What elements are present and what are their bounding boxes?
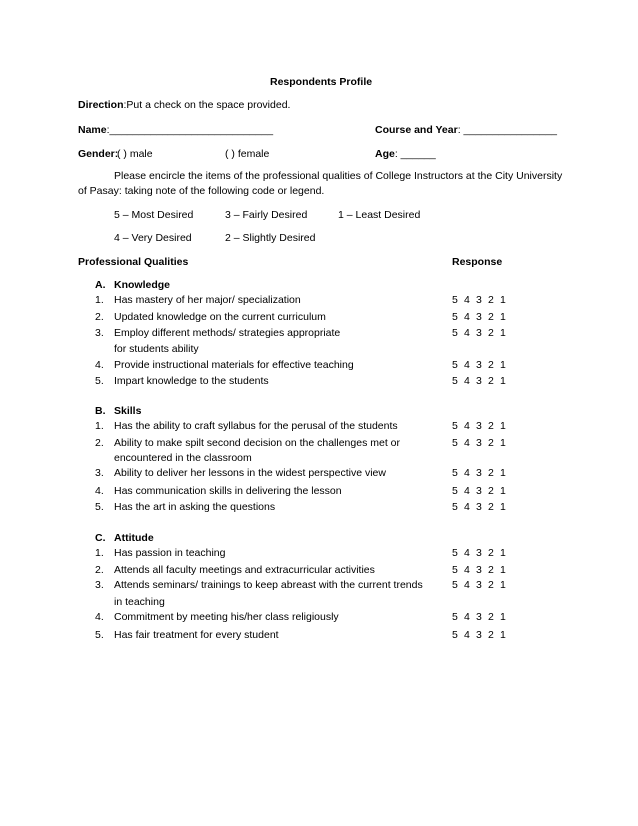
response-scale — [452, 311, 512, 323]
response-option-1[interactable]: 1 — [500, 375, 506, 387]
response-option-4[interactable]: 4 — [464, 359, 470, 371]
section-letter: C. — [95, 532, 106, 544]
course-year-blank[interactable]: : ________________ — [457, 124, 557, 136]
response-option-3[interactable]: 3 — [476, 294, 482, 306]
response-option-2[interactable]: 2 — [488, 547, 494, 559]
item-text: Has communication skills in delivering the lesson — [114, 485, 342, 497]
response-option-4[interactable]: 4 — [464, 629, 470, 641]
response-option-2[interactable]: 2 — [488, 629, 494, 641]
response-option-1[interactable]: 1 — [500, 359, 506, 371]
response-option-2[interactable]: 2 — [488, 564, 494, 576]
item-number: 1. — [95, 547, 104, 559]
item-number: 5. — [95, 629, 104, 641]
response-option-2[interactable]: 2 — [488, 611, 494, 623]
item-text-continued: for students ability — [114, 343, 199, 355]
response-option-5[interactable]: 5 — [452, 327, 458, 339]
response-option-5[interactable]: 5 — [452, 420, 458, 432]
response-option-3[interactable]: 3 — [476, 359, 482, 371]
section-letter: B. — [95, 405, 106, 417]
response-option-1[interactable]: 1 — [500, 611, 506, 623]
direction-label: Direction — [78, 99, 124, 111]
response-option-5[interactable]: 5 — [452, 467, 458, 479]
response-option-3[interactable]: 3 — [476, 611, 482, 623]
item-number: 2. — [95, 437, 104, 449]
response-option-1[interactable]: 1 — [500, 547, 506, 559]
legend-2: 2 – Slightly Desired — [225, 232, 316, 244]
response-option-2[interactable]: 2 — [488, 420, 494, 432]
response-option-3[interactable]: 3 — [476, 327, 482, 339]
response-option-4[interactable]: 4 — [464, 311, 470, 323]
item-text: Has passion in teaching — [114, 547, 226, 559]
age-field[interactable] — [375, 148, 436, 160]
response-option-1[interactable]: 1 — [500, 311, 506, 323]
age-label: Age — [375, 148, 395, 160]
response-option-3[interactable]: 3 — [476, 547, 482, 559]
response-option-2[interactable]: 2 — [488, 437, 494, 449]
item-text: Has the ability to craft syllabus for the perusal of the students — [114, 420, 398, 432]
column-header-qualities: Professional Qualities — [78, 256, 189, 268]
response-option-5[interactable]: 5 — [452, 547, 458, 559]
response-option-1[interactable]: 1 — [500, 485, 506, 497]
response-option-4[interactable]: 4 — [464, 437, 470, 449]
section-title: Attitude — [114, 532, 154, 544]
response-scale — [452, 579, 512, 591]
course-year-label: Course and Year — [375, 124, 458, 136]
response-option-3[interactable]: 3 — [476, 485, 482, 497]
gender-female-option[interactable]: ( ) female — [225, 148, 270, 160]
legend-3: 3 – Fairly Desired — [225, 209, 308, 221]
item-number: 4. — [95, 359, 104, 371]
response-scale — [452, 294, 512, 306]
name-label: Name — [78, 124, 107, 136]
response-option-3[interactable]: 3 — [476, 311, 482, 323]
item-text: Has the art in asking the questions — [114, 501, 276, 513]
response-scale — [452, 467, 512, 479]
age-blank[interactable]: : ______ — [394, 148, 436, 160]
response-option-5[interactable]: 5 — [452, 294, 458, 306]
response-scale — [452, 359, 512, 371]
response-option-5[interactable]: 5 — [452, 375, 458, 387]
item-text: Ability to make spilt second decision on the challenges met or — [114, 437, 400, 449]
instructions-line-2: of Pasay: taking note of the following code or legend. — [78, 185, 325, 197]
response-option-1[interactable]: 1 — [500, 501, 506, 513]
item-text: Impart knowledge to the students — [114, 375, 269, 387]
response-option-1[interactable]: 1 — [500, 629, 506, 641]
item-number: 2. — [95, 311, 104, 323]
response-scale — [452, 629, 512, 641]
response-scale — [452, 564, 512, 576]
item-text: Updated knowledge on the current curriculum — [114, 311, 326, 323]
section-title: Knowledge — [114, 279, 171, 291]
response-option-5[interactable]: 5 — [452, 629, 458, 641]
response-option-5[interactable]: 5 — [452, 501, 458, 513]
item-text: Provide instructional materials for effective teaching — [114, 359, 354, 371]
response-option-1[interactable]: 1 — [500, 579, 506, 591]
response-option-1[interactable]: 1 — [500, 294, 506, 306]
response-option-4[interactable]: 4 — [464, 564, 470, 576]
item-number: 1. — [95, 294, 104, 306]
response-option-1[interactable]: 1 — [500, 467, 506, 479]
item-text: Has mastery of her major/ specialization — [114, 294, 301, 306]
response-scale — [452, 547, 512, 559]
item-number: 5. — [95, 375, 104, 387]
response-scale — [452, 327, 512, 339]
response-option-5[interactable]: 5 — [452, 579, 458, 591]
response-option-5[interactable]: 5 — [452, 311, 458, 323]
response-option-4[interactable]: 4 — [464, 294, 470, 306]
legend-5: 5 – Most Desired — [114, 209, 194, 221]
item-text: Employ different methods/ strategies appropriate — [114, 327, 341, 339]
page-title: Respondents Profile — [270, 76, 373, 88]
response-option-4[interactable]: 4 — [464, 611, 470, 623]
response-option-3[interactable]: 3 — [476, 564, 482, 576]
direction-text: :Put a check on the space provided. — [123, 99, 291, 111]
item-text: Attends all faculty meetings and extracurricular activities — [114, 564, 375, 576]
response-option-2[interactable]: 2 — [488, 579, 494, 591]
response-option-2[interactable]: 2 — [488, 375, 494, 387]
response-option-4[interactable]: 4 — [464, 579, 470, 591]
response-option-3[interactable]: 3 — [476, 467, 482, 479]
response-option-5[interactable]: 5 — [452, 437, 458, 449]
response-option-2[interactable]: 2 — [488, 311, 494, 323]
response-option-2[interactable]: 2 — [488, 501, 494, 513]
item-number: 2. — [95, 564, 104, 576]
response-scale — [452, 420, 512, 432]
item-number: 3. — [95, 467, 104, 479]
item-number: 3. — [95, 327, 104, 339]
response-option-5[interactable]: 5 — [452, 564, 458, 576]
response-option-5[interactable]: 5 — [452, 611, 458, 623]
response-option-2[interactable]: 2 — [488, 327, 494, 339]
instructions-line-1: Please encircle the items of the professional qualities of College Instructors at the City University — [114, 170, 563, 182]
response-option-1[interactable]: 1 — [500, 327, 506, 339]
response-option-1[interactable]: 1 — [500, 420, 506, 432]
response-option-3[interactable]: 3 — [476, 420, 482, 432]
name-blank[interactable]: :____________________________ — [106, 124, 274, 136]
item-number: 4. — [95, 485, 104, 497]
legend-1: 1 – Least Desired — [338, 209, 421, 221]
item-number: 1. — [95, 420, 104, 432]
response-option-3[interactable]: 3 — [476, 437, 482, 449]
response-option-4[interactable]: 4 — [464, 420, 470, 432]
item-number: 3. — [95, 579, 104, 591]
item-text: Ability to deliver her lessons in the widest perspective view — [114, 467, 386, 479]
response-option-1[interactable]: 1 — [500, 437, 506, 449]
item-number: 5. — [95, 501, 104, 513]
response-option-4[interactable]: 4 — [464, 547, 470, 559]
response-scale — [452, 611, 512, 623]
response-option-5[interactable]: 5 — [452, 485, 458, 497]
response-scale — [452, 375, 512, 387]
item-number: 4. — [95, 611, 104, 623]
item-text: Attends seminars/ trainings to keep abreast with the current trends — [114, 579, 423, 591]
gender-label: Gender: — [78, 148, 119, 160]
response-option-2[interactable]: 2 — [488, 467, 494, 479]
response-option-3[interactable]: 3 — [476, 501, 482, 513]
section-title: Skills — [114, 405, 142, 417]
response-option-3[interactable]: 3 — [476, 629, 482, 641]
response-option-4[interactable]: 4 — [464, 467, 470, 479]
response-option-4[interactable]: 4 — [464, 485, 470, 497]
direction-line — [78, 99, 290, 111]
response-option-3[interactable]: 3 — [476, 375, 482, 387]
course-year-field[interactable] — [375, 124, 557, 136]
response-scale — [452, 485, 512, 497]
response-option-1[interactable]: 1 — [500, 564, 506, 576]
column-header-response: Response — [452, 256, 503, 268]
response-option-5[interactable]: 5 — [452, 359, 458, 371]
response-option-3[interactable]: 3 — [476, 579, 482, 591]
response-scale — [452, 437, 512, 449]
item-text-continued: in teaching — [114, 596, 165, 608]
response-option-2[interactable]: 2 — [488, 485, 494, 497]
legend-4: 4 – Very Desired — [114, 232, 192, 244]
item-text: Commitment by meeting his/her class religiously — [114, 611, 339, 623]
item-text-continued: encountered in the classroom — [114, 452, 252, 464]
item-text: Has fair treatment for every student — [114, 629, 279, 641]
response-option-2[interactable]: 2 — [488, 359, 494, 371]
section-letter: A. — [95, 279, 106, 291]
gender-male-option[interactable]: ( ) male — [117, 148, 153, 160]
response-option-4[interactable]: 4 — [464, 501, 470, 513]
response-option-2[interactable]: 2 — [488, 294, 494, 306]
response-option-4[interactable]: 4 — [464, 375, 470, 387]
response-scale — [452, 501, 512, 513]
response-option-4[interactable]: 4 — [464, 327, 470, 339]
name-field[interactable] — [78, 124, 273, 136]
